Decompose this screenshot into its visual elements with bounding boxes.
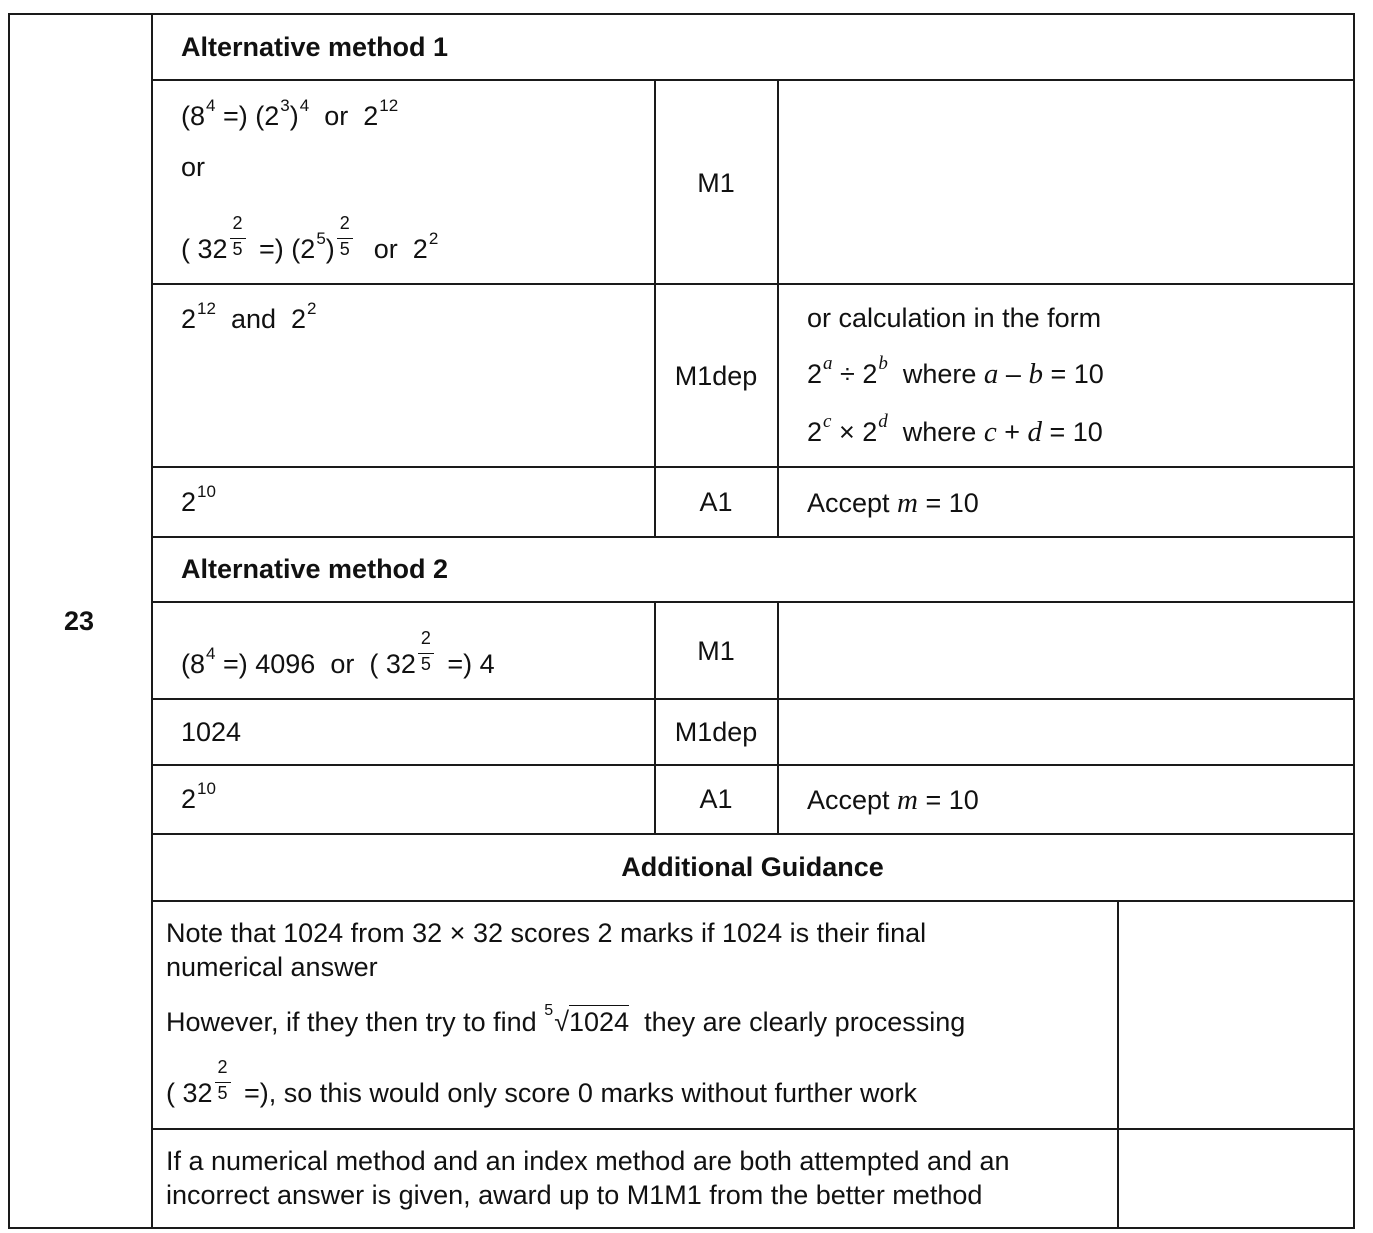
alt2-row1-mark: M1 <box>697 636 735 666</box>
alt2-row2-answer: 1024 <box>181 717 242 747</box>
alt1-row1-mark: M1 <box>697 168 735 198</box>
alt1-row1-or: or <box>181 152 206 182</box>
guidance-note1-line1: Note that 1024 from 32 × 32 scores 2 marks if 1024 is their final <box>166 918 927 948</box>
guidance-note2-line1: If a numerical method and an index method are both attempted and an <box>166 1146 1010 1176</box>
alt1-heading: Alternative method 1 <box>181 32 449 62</box>
alt2-row3-comment: Accept m = 10 <box>807 784 979 816</box>
alt2-row2-mark: M1dep <box>674 717 758 747</box>
alt1-row1-line1: ($8^4$ =) $(2^3)^4$ or $2^{12}$ <box>181 96 399 131</box>
guidance-heading: Additional Guidance <box>621 852 884 882</box>
alt1-row3-comment: Accept m = 10 <box>807 487 979 519</box>
alt1-row3-answer: $2^{10}$ <box>181 482 216 517</box>
fifth-root: 5 √1024 <box>544 1002 630 1037</box>
alt2-row3-answer: $2^{10}$ <box>181 779 216 814</box>
alt2-row1-answer: ($8^4$ =) 4096 or ( 32 $\frac{2}{5}$ =) 4 <box>181 628 495 679</box>
alt1-row2-comment-line2: $2^a \div 2^b$ where a – b = 10 <box>807 353 1104 390</box>
alt1-row1-line3: ( 32 $\frac{2}{5}$ =) $(2^5)$ $\frac{2}{5}$ or $2^2$ <box>181 213 439 264</box>
alt1-row2-mark: M1dep <box>674 361 758 391</box>
alt1-row2-comment-line1: or calculation in the form <box>807 303 1102 333</box>
guidance-note1-line2: numerical answer <box>166 952 378 982</box>
alt1-row2-comment-line3: $2^c \times 2^d$ where c + d = 10 <box>807 411 1103 448</box>
alt2-heading: Alternative method 2 <box>181 554 449 584</box>
alt1-row3-mark: A1 <box>699 487 733 517</box>
question-number: 23 <box>64 606 95 636</box>
alt1-row2-answer: $2^{12}$ and $2^2$ <box>181 299 317 334</box>
alt2-row3-mark: A1 <box>699 784 733 814</box>
guidance-note1-line3: However, if they then try to find 5 √1024 they are clearly processing <box>166 1002 966 1037</box>
guidance-note1-line4: ( 32 $\frac{2}{5}$ =), so this would only score 0 marks without further work <box>166 1057 918 1108</box>
guidance-note2-line2: incorrect answer is given, award up to M1M1 from the better method <box>166 1180 983 1210</box>
